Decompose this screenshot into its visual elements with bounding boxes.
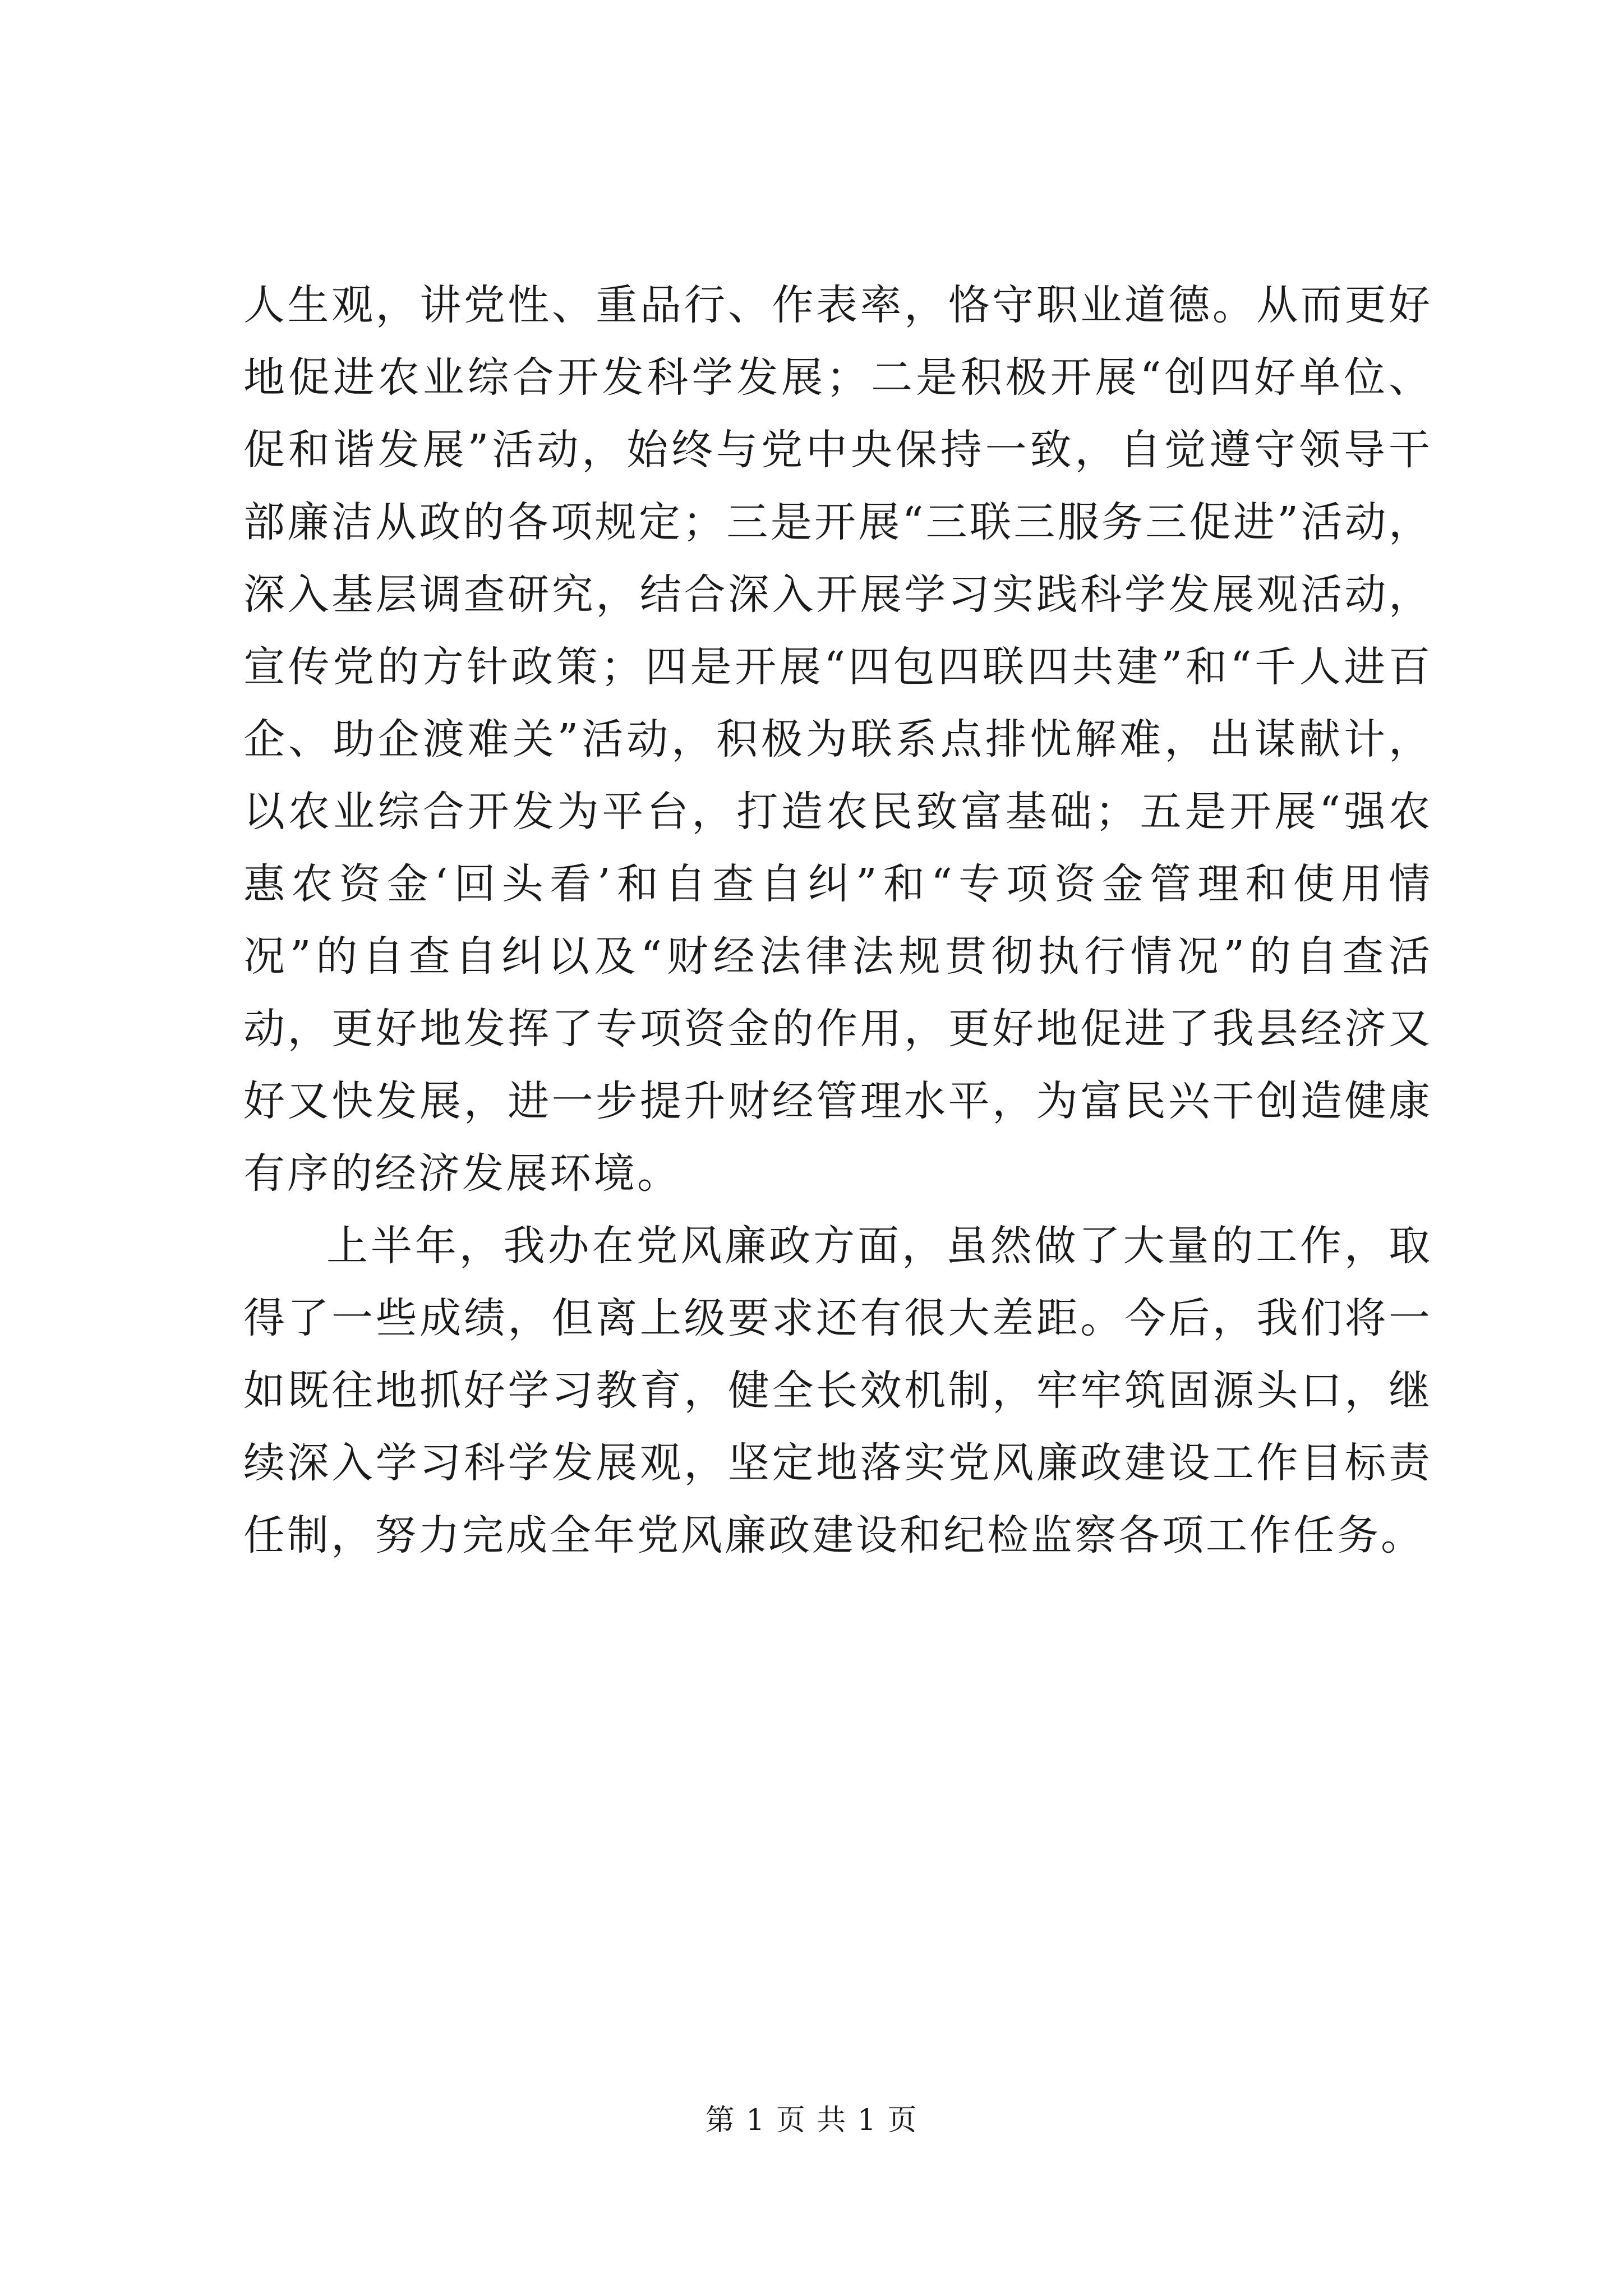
paragraph-continuation: 人生观，讲党性、重品行、作表率，恪守职业道德。从而更好地促进农业综合开发科学发展；二是积极开展“创四好单位、促和谐发展”活动，始终与党中央保持一致，自觉遵守领导干部廉洁从政的各项规定；三是开展“三联三服务三促进”活动，深入基层调查研究，结合深入开展学习实践科学发展观活动，宣传党的方针政策；四是开展“四包四联四共建”和“千人进百企、助企渡难关”活动，积极为联系点排忧解难，出谋献计，以农业综合开发为平台，打造农民致富基础；五是开展“强农惠农资金‘回头看’和自查自纠”和“专项资金管理和使用情况”的自查自纠以及“财经法律法规贯彻执行情况”的自查活动，更好地发挥了专项资金的作用，更好地促进了我县经济又好又快发展，进一步提升财经管理水平，为富民兴干创造健康有序的经济发展环境。 — [243, 281, 1432, 1198]
paragraph-summary: 上半年，我办在党风廉政方面，虽然做了大量的工作，取得了一些成绩，但离上级要求还有很大差距。今后，我们将一如既往地抓好学习教育，健全长效机制，牢牢筑固源头口，继续深入学习科学发展观，坚定地落实党风廉政建设工作目标责任制，努力完成全年党风廉政建设和纪检监察各项工作任务。 — [243, 1222, 1432, 1559]
page-number-footer: 第 1 页 共 1 页 — [705, 2104, 918, 2137]
document-body — [243, 269, 1432, 1572]
